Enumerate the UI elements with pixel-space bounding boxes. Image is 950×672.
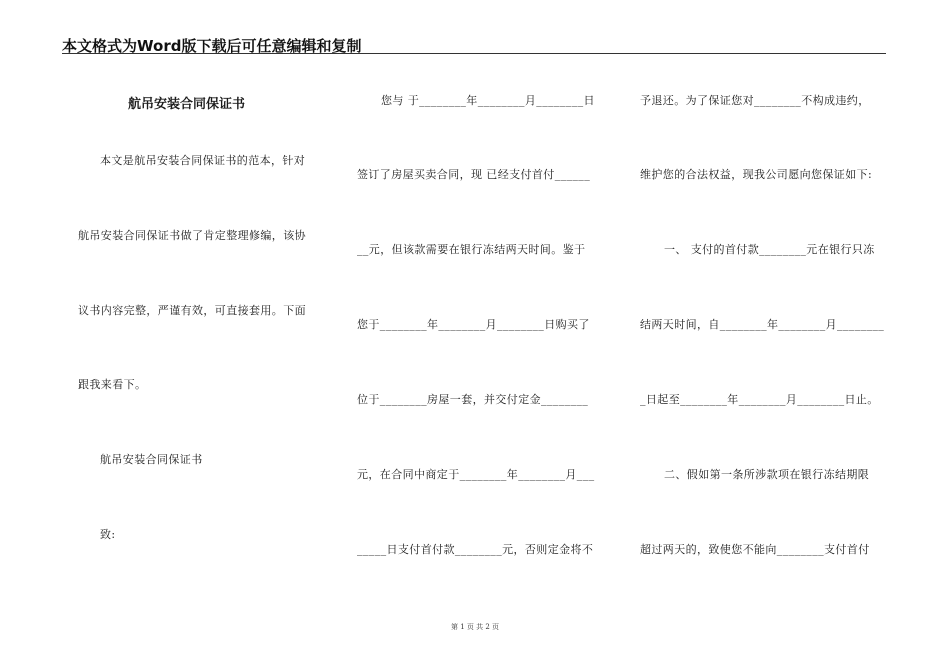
list-item: 二、假如第一条所涉款项在银行冻结期限 xyxy=(664,468,870,481)
salutation: 致: xyxy=(100,528,116,541)
text-line: 您与 于________年________月________日 xyxy=(381,94,595,107)
page-number: 第 1 页 共 2 页 xyxy=(450,623,500,631)
text-line: __元，但该款需要在银行冻结两天时间。鉴于 xyxy=(357,243,586,256)
text-line: 位于________房屋一套，并交付定金________ xyxy=(357,393,589,406)
column-left xyxy=(78,0,323,672)
text-line: 议书内容完整，严谨有效，可直接套用。下面 xyxy=(78,304,306,317)
text-line: 予退还。为了保证您对________不构成违约， xyxy=(640,94,870,107)
text-line: _日起至________年________月________日止。 xyxy=(640,393,879,406)
text-line: 维护您的合法权益，现我公司愿向您保证如下: xyxy=(640,168,873,181)
text-line: 跟我来看下。 xyxy=(78,378,147,391)
text-line: _____日支付首付款________元，否则定金将不 xyxy=(357,543,594,556)
text-line: 元，在合同中商定于________年________月___ xyxy=(357,468,595,481)
text-line: 结两天时间，自________年________月________ xyxy=(640,318,885,331)
list-item: 一、 支付的首付款________元在银行只冻 xyxy=(664,243,875,256)
text-line: 您于________年________月________日购买了 xyxy=(357,318,590,331)
column-right xyxy=(640,0,890,672)
text-line: 签订了房屋买卖合同，现 已经支付首付______ xyxy=(357,168,591,181)
column-middle xyxy=(357,0,607,672)
text-line: 超过两天的，致使您不能向________支付首付 xyxy=(640,543,870,556)
text-line: 本文是航吊安装合同保证书的范本，针对 xyxy=(100,154,306,167)
document-title: 航吊安装合同保证书 xyxy=(128,97,246,112)
text-line: 航吊安装合同保证书做了肯定整理修编，该协 xyxy=(78,229,306,242)
document-banner: 本文格式为Word版下载后可任意编辑和复制 xyxy=(62,37,362,55)
section-heading: 航吊安装合同保证书 xyxy=(100,453,203,466)
